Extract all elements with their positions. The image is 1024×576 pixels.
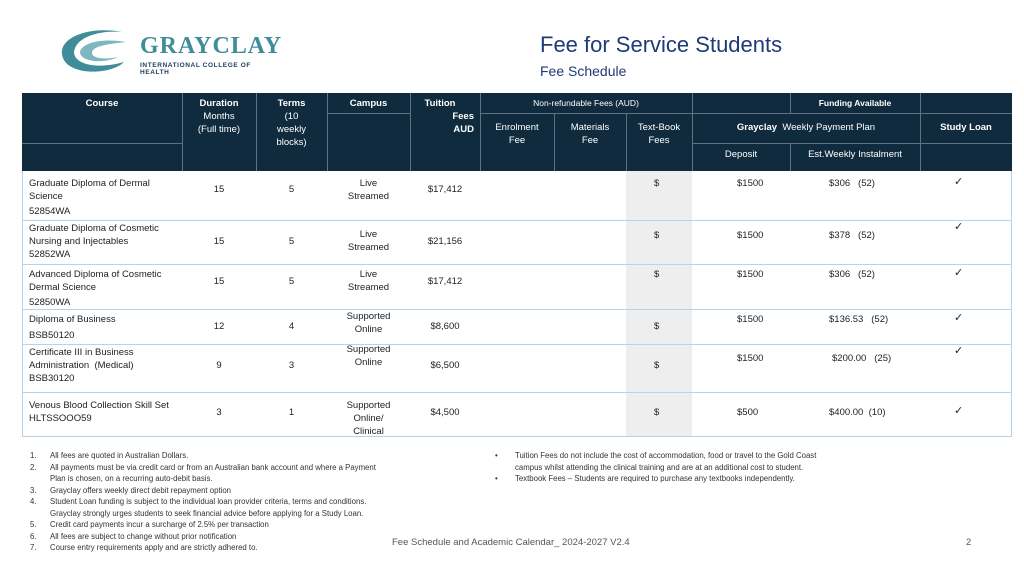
row-divider — [22, 392, 1012, 393]
course-name: Dermal Science — [29, 282, 97, 293]
terms-value: 4 — [288, 321, 295, 332]
campus-value: Live — [359, 178, 378, 189]
note-item: Plan is chosen, on a recurring auto-debit basis. — [50, 474, 213, 483]
footer-text: Fee Schedule and Academic Calendar_ 2024-2027 V2.4 — [392, 537, 630, 548]
course-name: Venous Blood Collection Skill Set — [29, 400, 169, 411]
note-item: • Textbook Fees – Students are required to purchase any textbooks independently. — [495, 474, 795, 483]
note-item: campus whilst attending the clinical training and are at an additional cost to student. — [515, 462, 804, 472]
course-name: Science — [29, 191, 63, 202]
header-tuition-aud: AUD — [453, 124, 474, 135]
tuition-value: $17,412 — [427, 184, 463, 195]
duration-value: 3 — [216, 407, 222, 418]
textbook-value: $ — [654, 407, 660, 418]
header-divider — [480, 113, 1012, 114]
note-item: 3. Grayclay offers weekly direct debit repayment option — [30, 485, 232, 495]
notes-left — [30, 450, 450, 554]
header-terms-sub: (10 — [284, 111, 299, 122]
textbook-value: $ — [654, 321, 660, 332]
notes-right — [495, 450, 895, 485]
row-divider — [22, 309, 1012, 310]
header-terms-sub: blocks) — [276, 137, 307, 148]
header-divider — [692, 143, 1012, 144]
header-terms-sub: weekly — [276, 124, 307, 135]
check-icon: ✓ — [954, 176, 964, 188]
campus-value: Online/ — [353, 413, 384, 424]
tuition-value: $8,600 — [430, 321, 460, 332]
terms-value: 5 — [288, 236, 295, 247]
swoosh-icon — [52, 24, 138, 80]
campus-value: Clinical — [353, 426, 384, 437]
tuition-value: $21,156 — [427, 236, 463, 247]
page-number: 2 — [966, 537, 972, 548]
campus-value: Supported — [346, 344, 391, 355]
header-materials: Materials — [570, 122, 610, 133]
note-item: 6. All fees are subject to change without prior notification — [30, 531, 237, 541]
tuition-value: $6,500 — [430, 360, 460, 371]
header-duration: Duration — [199, 98, 239, 109]
tuition-value: $17,412 — [427, 276, 463, 287]
deposit-value: $1500 — [737, 230, 764, 241]
deposit-value: $1500 — [737, 269, 764, 280]
header-duration-fulltime: (Full time) — [197, 124, 241, 135]
terms-value: 5 — [288, 276, 295, 287]
page-title: Fee for Service Students — [540, 32, 783, 57]
campus-value: Online — [354, 357, 383, 368]
campus-value: Streamed — [347, 191, 390, 202]
header-enrolment-fee: Fee — [508, 135, 526, 146]
note-item: Grayclay strongly urges students to seek financial advice before applying for a Study Loan. — [50, 508, 364, 518]
table-bottom — [22, 436, 1012, 437]
row-divider — [22, 344, 1012, 345]
table-border — [1011, 171, 1012, 437]
textbook-column-shade — [626, 171, 692, 437]
note-item: 5. Credit card payments incur a surcharge of 2.5% per transaction — [30, 520, 269, 529]
course-code: 52852WA — [29, 249, 71, 260]
course-code: BSB30120 — [29, 373, 75, 384]
instalment-value: $136.53 (52) — [829, 314, 889, 325]
deposit-value: $1500 — [737, 178, 764, 189]
header-textbook: Text-Book — [637, 122, 681, 133]
table-border — [22, 171, 23, 437]
check-icon: ✓ — [954, 312, 964, 324]
campus-value: Online — [354, 324, 383, 335]
header-course: Course — [85, 98, 119, 109]
course-name: Diploma of Business — [29, 314, 116, 325]
deposit-value: $1500 — [737, 314, 764, 325]
course-name: Nursing and Injectables — [29, 236, 129, 247]
header-duration-months: Months — [203, 111, 235, 122]
header-grayclay: Grayclay — [736, 122, 778, 133]
header-payment-plan — [692, 121, 920, 134]
header-divider — [22, 143, 182, 144]
course-name: Administration (Medical) — [29, 360, 134, 371]
duration-value: 15 — [213, 184, 225, 195]
course-name: Certificate III in Business — [29, 347, 134, 358]
check-icon: ✓ — [954, 345, 964, 357]
deposit-value: $1500 — [737, 353, 764, 364]
header-terms: Terms — [277, 98, 306, 109]
note-item: 7. Course entry requirements apply and are strictly adhered to. — [30, 543, 258, 552]
campus-value: Live — [359, 229, 378, 240]
note-item: 4. Student Loan funding is subject to the individual loan provider criteria, terms and conditions. — [30, 497, 367, 506]
instalment-value: $306 (52) — [829, 269, 875, 280]
check-icon: ✓ — [954, 221, 964, 233]
logo-tagline: INTERNATIONAL COLLEGE OF HEALTH — [140, 62, 251, 76]
header-funding: Funding Available — [818, 98, 892, 108]
header-campus: Campus — [349, 98, 388, 109]
header-study-loan: Study Loan — [940, 122, 992, 133]
header-weekly-plan: Weekly Payment Plan — [782, 122, 876, 133]
campus-value: Streamed — [347, 242, 390, 253]
deposit-value: $500 — [737, 407, 759, 418]
header-instalment: Est.Weekly Instalment — [808, 149, 902, 160]
campus-value: Live — [359, 269, 378, 280]
grayclay-logo — [52, 24, 282, 80]
note-item: 1. All fees are quoted in Australian Dollars. — [30, 451, 189, 460]
terms-value: 3 — [288, 360, 295, 371]
course-code: 52854WA — [29, 206, 71, 217]
terms-value: 5 — [288, 184, 295, 195]
campus-value: Supported — [346, 400, 391, 411]
course-code: HLTSSOOO59 — [29, 413, 92, 424]
course-code: 52850WA — [29, 297, 71, 308]
header-tuition-fees: Fees — [452, 111, 474, 122]
textbook-value: $ — [654, 269, 660, 280]
duration-value: 12 — [213, 321, 225, 332]
campus-value: Supported — [346, 311, 391, 322]
header-enrolment: Enrolment — [495, 122, 539, 133]
header-deposit: Deposit — [724, 149, 758, 160]
instalment-value: $200.00 (25) — [832, 353, 892, 364]
duration-value: 15 — [213, 236, 225, 247]
textbook-value: $ — [654, 178, 660, 189]
header-textbook-fees: Fees — [648, 135, 670, 146]
instalment-value: $306 (52) — [829, 178, 875, 189]
instalment-value: $378 (52) — [829, 230, 875, 241]
row-divider — [22, 264, 1012, 265]
header-divider — [327, 113, 410, 114]
campus-value: Streamed — [347, 282, 390, 293]
course-name: Graduate Diploma of Cosmetic — [29, 223, 159, 234]
header-tuition: Tuition — [424, 98, 456, 109]
note-item: • Tuition Fees do not include the cost of accommodation, food or travel to the Gold Coast — [495, 451, 817, 460]
check-icon: ✓ — [954, 405, 964, 417]
fee-table — [22, 93, 1012, 437]
logo-text: GRAYCLAY — [140, 33, 283, 59]
duration-value: 9 — [216, 360, 222, 371]
course-name: Graduate Diploma of Dermal — [29, 178, 150, 189]
duration-value: 15 — [213, 276, 225, 287]
textbook-value: $ — [654, 360, 660, 371]
page-subtitle: Fee Schedule — [540, 63, 627, 79]
course-code: BSB50120 — [29, 330, 75, 341]
header-materials-fee: Fee — [581, 135, 599, 146]
note-item: 2. All payments must be via credit card or from an Australian bank account and where a Payment — [30, 462, 376, 472]
header-nonrefundable: Non-refundable Fees (AUD) — [533, 98, 639, 108]
course-name: Advanced Diploma of Cosmetic — [29, 269, 162, 280]
tuition-value: $4,500 — [430, 407, 460, 418]
check-icon: ✓ — [954, 267, 964, 279]
instalment-value: $400.00 (10) — [829, 407, 886, 418]
row-divider — [22, 220, 1012, 221]
textbook-value: $ — [654, 230, 660, 241]
terms-value: 1 — [288, 407, 295, 418]
